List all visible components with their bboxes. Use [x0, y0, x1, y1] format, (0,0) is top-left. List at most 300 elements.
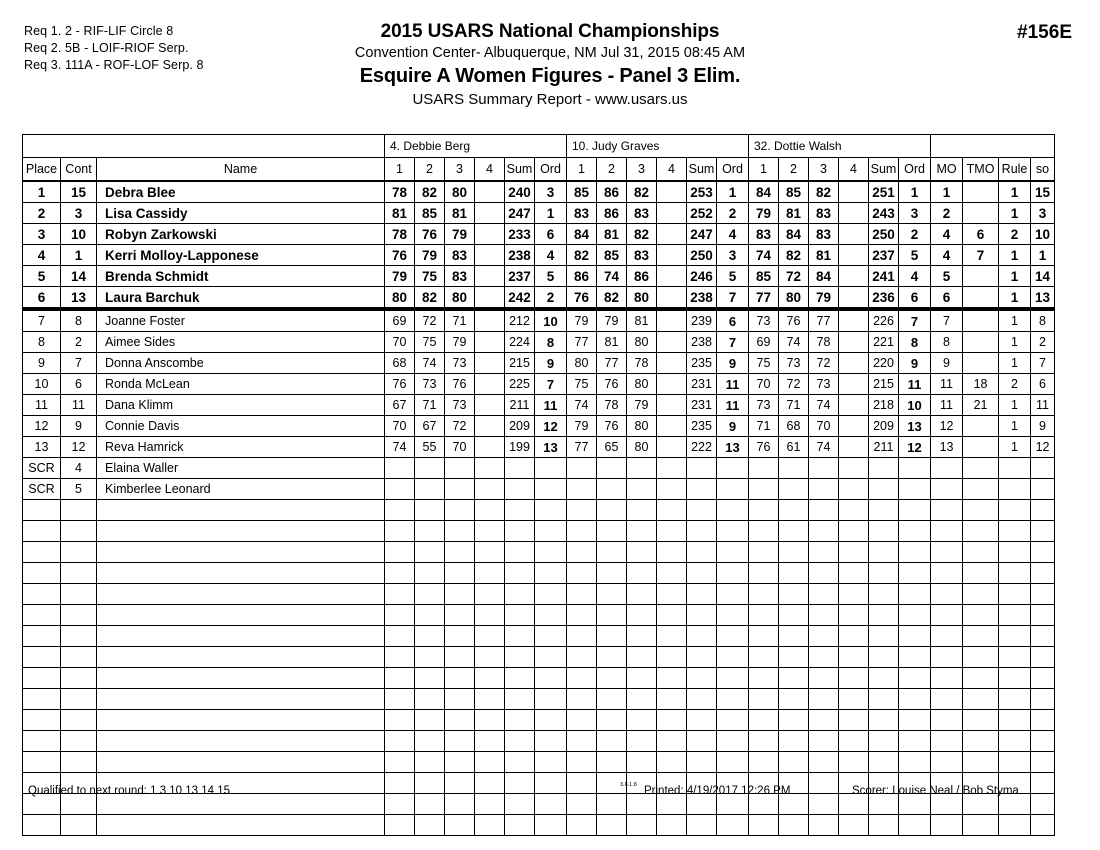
- cell-place: [23, 689, 61, 710]
- cell-b-score-1: [567, 752, 597, 773]
- cell-a-score-1: [385, 479, 415, 500]
- col-header-c-sum: Sum: [869, 158, 899, 182]
- cell-b-score-2: 74: [597, 266, 627, 287]
- cell-rule: 1: [999, 332, 1031, 353]
- cell-a-score-4: [475, 752, 505, 773]
- cell-rule: 2: [999, 224, 1031, 245]
- cell-c-score-4: [839, 224, 869, 245]
- col-header-a-4: 4: [475, 158, 505, 182]
- cell-place: 6: [23, 287, 61, 310]
- col-header-place: Place: [23, 158, 61, 182]
- cell-cont: [61, 647, 97, 668]
- cell-rule: [999, 500, 1031, 521]
- cell-name: [97, 710, 385, 731]
- cell-b-score-1: [567, 542, 597, 563]
- cell-c-score-1: [749, 689, 779, 710]
- table-row-empty[interactable]: [23, 752, 1055, 773]
- cell-c-score-3: [809, 500, 839, 521]
- cell-b-score-3: [627, 647, 657, 668]
- cell-b-score-4: [657, 374, 687, 395]
- cell-b-score-1: 84: [567, 224, 597, 245]
- cell-b-score-3: [627, 710, 657, 731]
- cell-tmo: [963, 416, 999, 437]
- cell-tmo: [963, 353, 999, 374]
- cell-c-score-4: [839, 542, 869, 563]
- cell-a-score-1: 79: [385, 266, 415, 287]
- cell-a-ord: 11: [535, 395, 567, 416]
- cell-so: [1031, 584, 1055, 605]
- cell-mo: 4: [931, 224, 963, 245]
- cell-c-ord: [899, 542, 931, 563]
- cell-mo: [931, 458, 963, 479]
- cell-place: 13: [23, 437, 61, 458]
- cell-a-score-1: [385, 689, 415, 710]
- cell-b-score-4: [657, 584, 687, 605]
- cell-b-sum: 246: [687, 266, 717, 287]
- title-block: [0, 20, 1100, 111]
- cell-tmo: [963, 815, 999, 836]
- cell-b-ord: 7: [717, 287, 749, 310]
- cell-a-ord: 9: [535, 353, 567, 374]
- table-row[interactable]: [23, 224, 1055, 245]
- cell-tmo: [963, 332, 999, 353]
- cell-b-ord: 6: [717, 309, 749, 332]
- cell-rule: [999, 458, 1031, 479]
- cell-mo: [931, 605, 963, 626]
- cell-c-sum: [869, 563, 899, 584]
- cell-c-score-2: [779, 815, 809, 836]
- cell-b-sum: [687, 605, 717, 626]
- cell-mo: [931, 521, 963, 542]
- cell-b-score-1: [567, 689, 597, 710]
- cell-c-ord: [899, 458, 931, 479]
- cell-c-score-4: [839, 563, 869, 584]
- cell-c-score-4: [839, 416, 869, 437]
- cell-cont: [61, 626, 97, 647]
- cell-c-score-4: [839, 500, 869, 521]
- table-row[interactable]: [23, 203, 1055, 224]
- cell-a-score-3: [445, 521, 475, 542]
- cell-place: 1: [23, 181, 61, 203]
- cell-so: 13: [1031, 287, 1055, 310]
- cell-c-sum: [869, 479, 899, 500]
- cell-c-score-4: [839, 689, 869, 710]
- cell-rule: 1: [999, 309, 1031, 332]
- cell-c-score-2: [779, 668, 809, 689]
- cell-so: 12: [1031, 437, 1055, 458]
- cell-b-sum: [687, 500, 717, 521]
- cell-b-ord: [717, 710, 749, 731]
- cell-a-score-3: 71: [445, 309, 475, 332]
- cell-tmo: [963, 542, 999, 563]
- cell-a-ord: [535, 500, 567, 521]
- cell-c-score-3: 74: [809, 395, 839, 416]
- cell-c-ord: 11: [899, 374, 931, 395]
- cell-a-score-4: [475, 605, 505, 626]
- cell-a-score-4: [475, 416, 505, 437]
- cell-b-sum: [687, 815, 717, 836]
- cell-name: Reva Hamrick: [97, 437, 385, 458]
- cell-c-sum: 218: [869, 395, 899, 416]
- cell-b-ord: 9: [717, 353, 749, 374]
- cell-b-score-2: [597, 626, 627, 647]
- cell-a-ord: 8: [535, 332, 567, 353]
- cell-mo: 11: [931, 395, 963, 416]
- cell-place: SCR: [23, 458, 61, 479]
- cell-c-sum: [869, 542, 899, 563]
- cell-tmo: [963, 752, 999, 773]
- cell-b-ord: 13: [717, 437, 749, 458]
- cell-a-score-4: [475, 500, 505, 521]
- cell-b-score-1: 77: [567, 332, 597, 353]
- cell-place: 5: [23, 266, 61, 287]
- cell-mo: [931, 689, 963, 710]
- table-row-empty[interactable]: [23, 605, 1055, 626]
- cell-name: [97, 731, 385, 752]
- report-subtitle: USARS Summary Report - www.usars.us: [412, 91, 688, 108]
- table-row[interactable]: [23, 245, 1055, 266]
- cell-c-score-2: 74: [779, 332, 809, 353]
- cell-b-sum: [687, 668, 717, 689]
- cell-rule: [999, 626, 1031, 647]
- cell-b-score-4: [657, 309, 687, 332]
- cell-mo: 13: [931, 437, 963, 458]
- cell-c-ord: [899, 626, 931, 647]
- table-row[interactable]: [23, 332, 1055, 353]
- cell-a-score-2: 79: [415, 245, 445, 266]
- cell-rule: 1: [999, 203, 1031, 224]
- cell-name: [97, 689, 385, 710]
- cell-a-score-3: 76: [445, 374, 475, 395]
- col-header-b-1: 1: [567, 158, 597, 182]
- cell-b-ord: [717, 626, 749, 647]
- cell-a-score-2: 76: [415, 224, 445, 245]
- cell-b-score-4: [657, 563, 687, 584]
- cell-c-score-1: 84: [749, 181, 779, 203]
- col-header-a-1: 1: [385, 158, 415, 182]
- cell-b-ord: [717, 668, 749, 689]
- cell-b-sum: [687, 542, 717, 563]
- cell-c-score-3: [809, 647, 839, 668]
- cell-place: [23, 710, 61, 731]
- table-row-empty[interactable]: [23, 668, 1055, 689]
- cell-c-ord: 1: [899, 181, 931, 203]
- cell-b-sum: 231: [687, 395, 717, 416]
- cell-a-score-4: [475, 458, 505, 479]
- table-row[interactable]: [23, 458, 1055, 479]
- cell-name: Donna Anscombe: [97, 353, 385, 374]
- col-header-b-sum: Sum: [687, 158, 717, 182]
- table-row-empty[interactable]: [23, 647, 1055, 668]
- table-row[interactable]: [23, 181, 1055, 203]
- table-row-empty[interactable]: [23, 626, 1055, 647]
- cell-b-score-2: 77: [597, 353, 627, 374]
- cell-a-score-1: 80: [385, 287, 415, 310]
- cell-c-score-3: [809, 542, 839, 563]
- requirement-line-3: Req 3. 111A - ROF-LOF Serp. 8: [24, 58, 204, 72]
- table-row-empty[interactable]: [23, 689, 1055, 710]
- cell-mo: [931, 647, 963, 668]
- cell-a-ord: [535, 521, 567, 542]
- table-row-empty[interactable]: [23, 710, 1055, 731]
- cell-a-score-2: 71: [415, 395, 445, 416]
- cell-a-score-3: 83: [445, 266, 475, 287]
- cell-a-ord: 7: [535, 374, 567, 395]
- cell-a-score-2: [415, 479, 445, 500]
- cell-name: [97, 584, 385, 605]
- cell-mo: 9: [931, 353, 963, 374]
- version-text: 3.8.1.8: [620, 782, 637, 788]
- cell-a-sum: [505, 605, 535, 626]
- cell-tmo: [963, 458, 999, 479]
- cell-b-score-1: [567, 584, 597, 605]
- cell-a-ord: [535, 710, 567, 731]
- table-row-empty[interactable]: [23, 815, 1055, 836]
- cell-b-score-2: [597, 710, 627, 731]
- cell-a-score-1: 70: [385, 416, 415, 437]
- cell-a-score-1: [385, 563, 415, 584]
- cell-rule: [999, 689, 1031, 710]
- judge-c-label: 32. Dottie Walsh: [749, 135, 931, 158]
- cell-place: 3: [23, 224, 61, 245]
- cell-b-score-4: [657, 437, 687, 458]
- cell-c-sum: [869, 689, 899, 710]
- cell-place: [23, 731, 61, 752]
- cell-a-score-2: 82: [415, 287, 445, 310]
- cell-b-ord: 2: [717, 203, 749, 224]
- cell-a-sum: 247: [505, 203, 535, 224]
- cell-tmo: [963, 563, 999, 584]
- table-row[interactable]: [23, 395, 1055, 416]
- cell-b-sum: 247: [687, 224, 717, 245]
- cell-cont: 11: [61, 395, 97, 416]
- cell-a-score-4: [475, 353, 505, 374]
- cell-place: [23, 584, 61, 605]
- cell-c-score-1: [749, 605, 779, 626]
- cell-cont: [61, 521, 97, 542]
- cell-c-ord: 12: [899, 437, 931, 458]
- cell-mo: 12: [931, 416, 963, 437]
- cell-c-score-2: [779, 500, 809, 521]
- cell-cont: 8: [61, 309, 97, 332]
- cell-a-ord: [535, 479, 567, 500]
- cell-b-score-3: [627, 500, 657, 521]
- cell-c-score-3: [809, 752, 839, 773]
- cell-a-sum: [505, 500, 535, 521]
- cell-c-score-3: [809, 731, 839, 752]
- table-row[interactable]: [23, 266, 1055, 287]
- cell-so: 1: [1031, 245, 1055, 266]
- cell-b-score-1: [567, 710, 597, 731]
- col-header-tmo: TMO: [963, 158, 999, 182]
- cell-c-score-4: [839, 668, 869, 689]
- cell-c-sum: [869, 752, 899, 773]
- cell-b-score-2: 81: [597, 332, 627, 353]
- cell-name: Laura Barchuk: [97, 287, 385, 310]
- cell-a-score-1: [385, 647, 415, 668]
- results-table: [22, 134, 1055, 836]
- cell-c-score-1: 70: [749, 374, 779, 395]
- cell-a-score-2: 72: [415, 309, 445, 332]
- cell-mo: [931, 815, 963, 836]
- table-row-empty[interactable]: [23, 521, 1055, 542]
- cell-c-score-2: 84: [779, 224, 809, 245]
- cell-c-score-3: [809, 584, 839, 605]
- cell-c-score-4: [839, 353, 869, 374]
- cell-b-sum: [687, 479, 717, 500]
- cell-a-score-2: [415, 689, 445, 710]
- cell-b-score-2: [597, 563, 627, 584]
- cell-c-score-1: [749, 584, 779, 605]
- table-row-empty[interactable]: [23, 584, 1055, 605]
- cell-a-sum: [505, 647, 535, 668]
- entry-number-badge: #156E: [1017, 22, 1072, 43]
- cell-a-score-2: 85: [415, 203, 445, 224]
- cell-a-sum: [505, 626, 535, 647]
- cell-b-ord: [717, 647, 749, 668]
- cell-a-score-2: 55: [415, 437, 445, 458]
- cell-a-score-3: 83: [445, 245, 475, 266]
- cell-c-score-1: 69: [749, 332, 779, 353]
- cell-a-sum: 215: [505, 353, 535, 374]
- cell-a-score-1: [385, 626, 415, 647]
- cell-b-score-4: [657, 224, 687, 245]
- cell-b-ord: 11: [717, 395, 749, 416]
- cell-so: 8: [1031, 309, 1055, 332]
- cell-a-sum: [505, 542, 535, 563]
- cell-cont: [61, 731, 97, 752]
- cell-c-score-4: [839, 752, 869, 773]
- cell-c-score-4: [839, 332, 869, 353]
- cell-name: Lisa Cassidy: [97, 203, 385, 224]
- cell-b-ord: [717, 458, 749, 479]
- table-row[interactable]: [23, 287, 1055, 310]
- cell-c-score-2: [779, 584, 809, 605]
- cell-place: 9: [23, 353, 61, 374]
- cell-name: [97, 815, 385, 836]
- cell-name: [97, 668, 385, 689]
- cell-c-score-4: [839, 181, 869, 203]
- cell-a-score-2: [415, 542, 445, 563]
- cell-rule: 1: [999, 181, 1031, 203]
- cell-name: [97, 542, 385, 563]
- cell-b-score-3: [627, 689, 657, 710]
- cell-a-ord: 1: [535, 203, 567, 224]
- table-row-empty[interactable]: [23, 500, 1055, 521]
- cell-c-sum: 226: [869, 309, 899, 332]
- cell-mo: [931, 542, 963, 563]
- cell-b-score-4: [657, 479, 687, 500]
- cell-tmo: [963, 437, 999, 458]
- cell-a-score-3: 73: [445, 353, 475, 374]
- cell-name: Brenda Schmidt: [97, 266, 385, 287]
- cell-c-score-2: [779, 752, 809, 773]
- cell-b-score-3: [627, 542, 657, 563]
- cell-a-score-1: [385, 605, 415, 626]
- cell-a-score-2: 75: [415, 266, 445, 287]
- cell-a-ord: 4: [535, 245, 567, 266]
- cell-c-sum: [869, 668, 899, 689]
- col-header-cont: Cont: [61, 158, 97, 182]
- cell-c-ord: [899, 521, 931, 542]
- cell-so: 10: [1031, 224, 1055, 245]
- cell-c-score-3: 73: [809, 374, 839, 395]
- cell-a-sum: 211: [505, 395, 535, 416]
- col-header-b-3: 3: [627, 158, 657, 182]
- col-header-c-4: 4: [839, 158, 869, 182]
- cell-c-sum: [869, 500, 899, 521]
- table-row[interactable]: [23, 353, 1055, 374]
- table-row[interactable]: [23, 416, 1055, 437]
- cell-b-ord: [717, 500, 749, 521]
- cell-c-sum: [869, 458, 899, 479]
- cell-name: [97, 605, 385, 626]
- table-row-empty[interactable]: [23, 563, 1055, 584]
- cell-place: 12: [23, 416, 61, 437]
- cell-mo: [931, 500, 963, 521]
- table-row[interactable]: [23, 437, 1055, 458]
- cell-a-score-3: [445, 458, 475, 479]
- cell-rule: 1: [999, 245, 1031, 266]
- judge-band-trailer: [931, 135, 1055, 158]
- cell-a-sum: 199: [505, 437, 535, 458]
- col-header-a-2: 2: [415, 158, 445, 182]
- cell-c-score-4: [839, 584, 869, 605]
- cell-place: [23, 521, 61, 542]
- cell-a-ord: 6: [535, 224, 567, 245]
- cell-mo: 7: [931, 309, 963, 332]
- cell-b-score-4: [657, 416, 687, 437]
- col-header-b-2: 2: [597, 158, 627, 182]
- cell-b-score-4: [657, 668, 687, 689]
- cell-so: 15: [1031, 181, 1055, 203]
- table-row[interactable]: [23, 309, 1055, 332]
- cell-c-score-4: [839, 309, 869, 332]
- cell-a-score-1: [385, 668, 415, 689]
- cell-a-ord: [535, 542, 567, 563]
- cell-a-score-1: [385, 731, 415, 752]
- table-row[interactable]: [23, 479, 1055, 500]
- table-row-empty[interactable]: [23, 731, 1055, 752]
- cell-c-sum: [869, 605, 899, 626]
- cell-tmo: 7: [963, 245, 999, 266]
- cell-place: 11: [23, 395, 61, 416]
- cell-c-score-1: 83: [749, 224, 779, 245]
- qualified-text: Qualified to next round: 1 3 10 13 14 15: [28, 785, 231, 797]
- cell-b-sum: 238: [687, 287, 717, 310]
- table-row[interactable]: [23, 374, 1055, 395]
- cell-b-score-3: 82: [627, 224, 657, 245]
- cell-c-score-2: 73: [779, 353, 809, 374]
- cell-b-score-4: [657, 521, 687, 542]
- cell-a-sum: 233: [505, 224, 535, 245]
- cell-b-score-4: [657, 542, 687, 563]
- cell-a-score-3: 80: [445, 287, 475, 310]
- cell-c-score-2: 81: [779, 203, 809, 224]
- cell-a-ord: [535, 605, 567, 626]
- cell-cont: [61, 752, 97, 773]
- cell-mo: 5: [931, 266, 963, 287]
- cell-b-score-3: 83: [627, 245, 657, 266]
- cell-b-score-2: 85: [597, 245, 627, 266]
- cell-b-score-2: [597, 668, 627, 689]
- cell-cont: [61, 815, 97, 836]
- table-row-empty[interactable]: [23, 542, 1055, 563]
- cell-a-sum: [505, 689, 535, 710]
- cell-c-score-2: 72: [779, 266, 809, 287]
- cell-a-score-4: [475, 287, 505, 310]
- report-header: [0, 0, 1100, 132]
